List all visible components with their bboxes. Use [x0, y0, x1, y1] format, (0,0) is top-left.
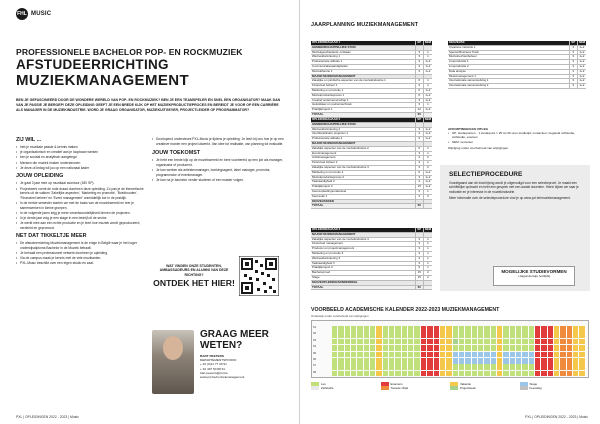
course-sem: SEM	[424, 41, 431, 44]
course-sp: 3	[415, 84, 423, 89]
contact-name: BART PEETERS	[200, 354, 224, 358]
year3-table	[311, 228, 432, 290]
calendar-subtitle: Onderwijs onder voorbehoud van wijzigingen	[311, 314, 369, 318]
abbreviations-note: Wijziging onder voorbehoud van wijzigingen	[448, 145, 509, 150]
list-item: • SEM: semester	[448, 140, 588, 144]
calendar-cell	[579, 326, 585, 332]
course-name: Geluidsleer en podiumtechniek	[311, 103, 415, 108]
contact-web[interactable]: www.pxl.be/muziekmanagement	[200, 375, 245, 380]
course-name: KEUZEVAK	[448, 41, 569, 45]
list-item: • heb je muzikale passie & kennis maken	[16, 145, 146, 150]
course-sp: 3	[415, 103, 423, 108]
course-sem: 1	[423, 261, 432, 266]
course-name: Professionele attitude 2	[311, 137, 415, 142]
abbreviations	[448, 127, 588, 150]
course-name: Keuzevak 1	[311, 194, 415, 199]
list-item: • Je hebt een brede kijk op de muziekwereld en bent voorbereid op een job als manager, organisator of producent.	[152, 158, 287, 167]
intro-text: BEN JE GEFASCINEERD DOOR DE WONDERE WERELD VAN POP- EN ROCKMUZIEK? BEN JE EEN TEAMSPELER EN SNEL EEN ORGANISATOR? MAAK DAN VAN JE PASSIE JE BEROEP! DEZE OPLEIDING GEEFT JE EEN BREDE KIJK OP HET MUZIEKPRODUCTIEPROCES EN BEREIDT JE VOOR OP EEN CARRIÈRE ALS MANAGER IN DE MUZIEKINDUSTRIE. WORD JE GRAAG ORGANISATOR, MUZIEKUITGEVER, PROJECTLEIDER OF PROGRAMMATOR?	[16, 98, 281, 112]
contact-info	[200, 354, 244, 379]
calendar-row-label: S1	[313, 326, 317, 329]
course-name: OPLEIDINGSJAAR 2	[311, 118, 415, 122]
course-sp: 3	[415, 55, 423, 60]
course-sem: 2	[423, 194, 432, 199]
calendar-cell	[579, 364, 585, 370]
contact-role: DEPARTEMENTSHOOFD	[200, 358, 237, 363]
course-sp: 15	[415, 275, 423, 280]
course-sp: 3	[415, 194, 423, 199]
right-column	[152, 137, 287, 183]
legend-item	[450, 386, 520, 390]
list-item: • De afstudeerrichting Muziekmanagement is de enige in België waar je het hoger onderwijsdiploma Bachelor in de Muziek behaalt.	[16, 241, 146, 250]
course-sp: 12	[415, 108, 423, 113]
course-sp: 3	[415, 127, 423, 132]
course-sem	[423, 285, 432, 290]
course-name: Taalvaardigheid 2	[311, 180, 415, 185]
netto-list	[16, 241, 146, 266]
course-name: Producer en projectmanagement	[311, 247, 415, 252]
calendar-row	[332, 364, 586, 370]
list-item: • je organisatorisch en creatief aan je loopbaan werken	[16, 150, 146, 155]
course-sem: 1+2	[423, 127, 432, 132]
course-sp: 3	[569, 84, 577, 89]
course-sem: 1+2	[423, 170, 432, 175]
calendar-row	[332, 371, 586, 377]
course-sp: 3	[415, 132, 423, 137]
jouw-list	[16, 181, 146, 230]
course-sem: 1+2	[577, 45, 586, 50]
calendar-cell	[579, 358, 585, 364]
course-name: Financieel management	[311, 242, 415, 247]
legend-swatch	[381, 386, 389, 390]
course-sem: SEM	[578, 40, 585, 44]
contact-heading: GRAAG MEER WETEN?	[200, 329, 269, 351]
course-sem: 1	[423, 103, 432, 108]
table-row	[311, 112, 432, 117]
course-name: KEUZEVAKKEN	[311, 199, 415, 204]
legend-label: Stage	[529, 382, 538, 386]
course-sp: 3	[415, 64, 423, 69]
video-callout[interactable]	[152, 256, 292, 296]
course-name: KEUZEOPLEIDINGSONDERDEEL	[311, 280, 415, 285]
course-sem: 1+2	[577, 50, 586, 55]
course-sp: 6	[415, 170, 423, 175]
table-row	[448, 84, 586, 89]
course-sp: 3	[415, 161, 423, 166]
course-name: Zakelijke aspecten van de muziekindustrie 4	[311, 237, 415, 242]
course-name: MAJOR MUZIEKMANAGEMENT	[311, 232, 415, 237]
course-sem: 1+2	[423, 175, 432, 180]
page-title-line2: MUZIEKMANAGEMENT	[16, 72, 190, 89]
legend-label: Feestdag	[529, 386, 542, 390]
page-title-line1: AFSTUDEERRICHTING	[16, 57, 169, 72]
course-sem: 1+2	[423, 98, 432, 103]
video-callout-cta[interactable]: ONTDEK HET HIER!	[153, 278, 235, 289]
course-name: Praktijkproject 2	[311, 185, 415, 190]
course-sp: 3	[415, 247, 423, 252]
legend-swatch	[450, 386, 458, 390]
course-sp: 3	[415, 251, 423, 256]
logo-text: MUSIC	[31, 11, 52, 17]
course-sem: 2	[423, 84, 432, 89]
course-name: Zakelijke aspecten van de muziekindustrie 2	[311, 146, 415, 151]
course-sem: 1	[423, 256, 432, 261]
list-item: • Je kan na je bachelor verder studeren of een master volgen.	[152, 178, 287, 183]
list-item: • ben je sociaal en analytisch aangelegd	[16, 155, 146, 160]
calendar-row-label: S2	[313, 332, 317, 336]
course-name: Internationale samenwerking 2	[448, 84, 569, 89]
course-sp: 3	[569, 45, 577, 50]
course-sem: SEM	[424, 228, 431, 231]
qr-code[interactable]	[239, 256, 279, 296]
course-name: Financieel beheer 2	[311, 161, 415, 166]
course-name: Data analyse	[448, 69, 569, 74]
legend-label: Les	[321, 382, 326, 386]
calendar-cell	[579, 332, 585, 338]
course-sp: 3	[569, 60, 577, 65]
calendar-row-label: S5	[313, 351, 317, 355]
course-name: Financieel beheer 1	[311, 84, 415, 89]
course-sp: 3	[569, 74, 577, 79]
course-name: Praktijkproject 3	[311, 266, 415, 271]
course-sp: 6	[415, 79, 423, 84]
legend-label: Tweede zittijd	[390, 386, 409, 390]
course-sem	[423, 204, 432, 209]
course-sp: 60	[415, 204, 423, 209]
toekomst-list	[152, 158, 287, 182]
list-item: • Je deze-of-ledag wil jou op een nationaal kader	[16, 166, 146, 171]
course-name: Liveproductie 1	[448, 60, 569, 65]
course-name: GEMEENSCHAPPELIJKE STAM	[311, 122, 415, 127]
table-row	[311, 285, 432, 290]
course-sem: 1+2	[423, 64, 432, 69]
zijwil-heading: ZIJ WIL ...	[16, 137, 42, 143]
calendar-row	[332, 332, 586, 338]
course-name: Interdisciplinaire projecten 1	[311, 132, 415, 137]
study-forms-item: • dagonderwijs (voltijds)	[517, 274, 551, 279]
legend-item	[520, 386, 590, 390]
list-item: • Je gaat 3 jaar mee op muzikaal avontuur (180 SP).	[16, 181, 146, 186]
video-callout-text: WAT VINDEN ONZE STUDENTEN, AMBASSADEURS EN ALUMNI VAN DEZE RICHTING?	[159, 263, 229, 277]
course-sp: 6	[415, 88, 423, 93]
course-sp: 3	[569, 50, 577, 55]
course-sem: 1+2	[423, 93, 432, 98]
course-name: Internationale samenwerking 1	[448, 79, 569, 84]
course-sem: 1+2	[577, 84, 586, 89]
course-sem: 1	[423, 55, 432, 60]
course-sp: 3	[415, 189, 423, 194]
course-sem: 1+2	[423, 108, 432, 113]
course-sp: 3	[569, 64, 577, 69]
course-name: Communicatievaardigheden	[311, 64, 415, 69]
course-sp: 6	[415, 93, 423, 98]
course-sem: 1+2	[577, 64, 586, 69]
year1-table	[311, 41, 432, 118]
course-name: Taalvaardigheid 3	[311, 261, 415, 266]
course-sp: SP	[415, 41, 423, 45]
course-sp: 3	[415, 60, 423, 65]
course-sp: 3	[415, 151, 423, 156]
list-item: • Je werkt mee aan een echte productie en je leert hoe muziek wordt geproduceerd, verdeeld en gepromoot.	[16, 221, 146, 230]
course-sp: 3	[415, 256, 423, 261]
course-sp: 15	[415, 185, 423, 190]
course-sp: 3	[415, 156, 423, 161]
course-name: Marketing en promotie 3	[311, 251, 415, 256]
calendar-row	[332, 326, 586, 332]
year2-table	[311, 118, 432, 209]
course-name: Marketing en promotie 1	[311, 88, 415, 93]
course-sp: 3	[415, 261, 423, 266]
course-sem: 2	[423, 156, 432, 161]
course-sp: 3	[415, 242, 423, 247]
course-sp: 60	[415, 285, 423, 290]
legend-item	[381, 386, 451, 390]
course-sem: 1+2	[423, 132, 432, 137]
left-column	[16, 137, 146, 267]
list-item: • In de eerste semester starten we met de basis van de muziekwereld en leer je samenwerken in kleine groepen.	[16, 201, 146, 210]
selection-heading: SELECTIEPROCEDURE	[449, 171, 523, 178]
course-sp: 3	[415, 137, 423, 142]
course-sem: 1+2	[423, 60, 432, 65]
calendar-cell	[579, 339, 585, 345]
course-name: Keuzeopleidingsonderdeel	[311, 189, 415, 194]
course-name: Muziekproductieproces 1	[311, 93, 415, 98]
course-sp: 3	[569, 79, 577, 84]
course-sem: 1+2	[577, 74, 586, 79]
legend-swatch	[311, 386, 319, 390]
course-name: OPLEIDINGSJAAR 1	[311, 41, 415, 45]
abbreviations-title: AFKORTINGEN EN UITLEG	[448, 127, 489, 131]
legend-item	[311, 386, 381, 390]
jouw-heading: JOUW OPLEIDING	[16, 173, 64, 180]
calendar-row-label: S7	[313, 364, 317, 368]
course-sp: SP	[415, 228, 423, 232]
course-name: Zakelijke en juridische aspecten van de muziekindustrie 1	[311, 79, 415, 84]
course-sem: 1	[423, 50, 432, 55]
course-sp: 3	[415, 50, 423, 55]
legend-label: Projectweek	[460, 386, 476, 390]
course-sp: SP	[569, 41, 577, 45]
course-name: Professionele attitude 1	[311, 60, 415, 65]
calendar-row	[332, 352, 586, 358]
zijwil-list	[16, 145, 146, 170]
logo-mark: FHL	[16, 8, 28, 20]
course-sp: 3	[415, 165, 423, 170]
course-name: Creatief ondernemerschap 1	[311, 98, 415, 103]
course-name: TOTAAL	[311, 285, 415, 290]
calendar-row	[332, 358, 586, 364]
list-item: • In de volgende jaren krijg je meer verantwoordelijkheid binnen de projecten.	[16, 211, 146, 216]
list-item: • Via de campus maak je kennis met de vele muzikanten.	[16, 256, 146, 261]
logo	[16, 8, 51, 20]
course-name: Bachelorproef	[311, 271, 415, 276]
course-sem	[423, 112, 432, 117]
course-name: OPLEIDINGSJAAR 3	[311, 228, 415, 232]
selection-text-1: Voorafgaand aan de inschrijving wordt je uitgenodigd voor een selectieproef. Je maakt een schriftelijke opdracht en hebt een gesprek met een aantal docenten. Hierin kijken we naar je motivatie en je interesse in de muziekindustrie.	[449, 181, 579, 194]
course-name: Marketing en promotie 2	[311, 170, 415, 175]
legend-swatch	[520, 386, 528, 390]
right-footer: PXL | OPLEIDINGEN 2022 - 2023 | Music	[525, 415, 588, 419]
course-sp: 15	[415, 271, 423, 276]
calendar-row-label: S3	[313, 338, 317, 342]
course-name: Muziekgeschiedenis: ontstaan	[311, 50, 415, 55]
calendar-legend	[311, 382, 589, 390]
table-row	[311, 204, 432, 209]
course-sem: 1+2	[577, 79, 586, 84]
right-page	[300, 0, 600, 424]
course-sp: 3	[415, 175, 423, 180]
course-name: Eventmanagement	[311, 151, 415, 156]
course-sem: 1	[423, 151, 432, 156]
course-name: Muziektheorie 1	[311, 69, 415, 74]
list-item: • SP: studiepunten · 1 studiepunt = 25 tot 30 uren studietijd: contactuur, begeleid zelfstudie, zelfstudie, examen	[448, 131, 588, 139]
qr-code-icon	[239, 256, 279, 296]
list-item: • In je derde jaar volg je een stage in een bedrijf uit de sector.	[16, 216, 146, 221]
legend-label: Examens	[390, 382, 403, 386]
course-name: GEMEENSCHAPPELIJKE STAM	[311, 45, 415, 50]
course-sem: 1	[423, 251, 432, 256]
course-name: Muziekrechtenbeheer	[448, 55, 569, 60]
course-sem: 1	[423, 146, 432, 151]
calendar-grid	[311, 320, 589, 378]
contact-phone-2[interactable]: + 32 497 50 88 61	[200, 366, 226, 371]
contact-photo	[152, 330, 194, 394]
course-name: Artistmanagement	[311, 156, 415, 161]
list-item: • PXL-Music beschikt over een eigen studio en zaal.	[16, 261, 146, 266]
calendar-cell	[579, 371, 585, 377]
course-sem: 1+2	[423, 185, 432, 190]
calendar-row-label: S6	[313, 358, 317, 361]
course-name: Werkveldoriëntering 3	[311, 256, 415, 261]
left-footer: PXL | OPLEIDINGEN 2022 - 2023 | Music	[16, 415, 79, 419]
course-sem: 1	[423, 79, 432, 84]
course-sem: 1	[423, 242, 432, 247]
course-sem: 1+2	[423, 180, 432, 185]
course-name: Creatieve industrie 1	[448, 45, 569, 50]
calendar-row	[332, 345, 586, 351]
course-name: MAJOR MUZIEKMANAGEMENT	[311, 74, 415, 79]
course-name: TOTAAL	[311, 204, 415, 209]
calendar-cell	[579, 352, 585, 358]
course-sp: 9	[415, 266, 423, 271]
course-name: Liveproductie 2	[448, 64, 569, 69]
contact-phone[interactable]: + 32 (0)11 77 00 91	[200, 362, 227, 367]
course-sem: 1	[423, 189, 432, 194]
calendar-row-label: S8	[313, 370, 317, 374]
contact-card	[152, 330, 297, 410]
course-name: MAJOR MUZIEKMANAGEMENT	[311, 141, 415, 146]
calendar-row-label: S4	[313, 345, 317, 349]
course-sem: 2	[423, 165, 432, 170]
course-sem: 1	[423, 161, 432, 166]
course-sem: 1+2	[423, 88, 432, 93]
course-name: TOTAAL	[311, 112, 415, 117]
course-sem: 1+2	[577, 60, 586, 65]
cont-list	[152, 137, 287, 146]
list-item: • Mensen die muziek maken ondersteunen	[16, 161, 146, 166]
course-sem: 1	[423, 237, 432, 242]
contact-email[interactable]: bart.peeters@pxl.be	[200, 370, 228, 375]
course-name: Muziekproductieproces 2	[311, 175, 415, 180]
course-sem: 1+2	[423, 137, 432, 142]
calendar-cell	[579, 345, 585, 351]
course-sem: 1+2	[423, 69, 432, 74]
course-name: Praktijkproject 1	[311, 108, 415, 113]
choice-table	[448, 41, 586, 89]
course-sem: 2	[423, 275, 432, 280]
course-name: Werkveldoriëntering 2	[311, 127, 415, 132]
course-name: Werkveldoriëntering 1	[311, 55, 415, 60]
course-sem: 1	[423, 247, 432, 252]
course-sp: 3	[415, 180, 423, 185]
study-forms-box	[493, 266, 575, 286]
list-item: • Projectwerk vormt de rode draad doorheen deze opleiding. Zo pas je de theoretische kennis uit de vakken 'Zakelijke aspecten', 'Marketing en promotie', 'Boekhouden', 'Financieel beheer' en 'Event management' onmiddellijk toe in de praktijk.	[16, 187, 146, 201]
course-sp: 3	[415, 98, 423, 103]
course-sp: 6	[415, 146, 423, 151]
course-name: Special Business Track	[448, 50, 569, 55]
calendar-title: VOORBEELD ACADEMISCHE KALENDER 2022-2023 MUZIEKMANAGEMENT	[311, 307, 500, 313]
course-sem: 2	[423, 271, 432, 276]
planning-title: JAARPLANNING MUZIEKMANAGEMENT	[311, 22, 419, 28]
course-sem: SEM	[424, 118, 431, 121]
course-sem: 1+2	[577, 55, 586, 60]
page-subtitle: PROFESSIONELE BACHELOR POP- EN ROCKMUZIEK	[16, 47, 243, 57]
list-item: • Doorlopend ondersteunt PXL-Music je tijdens je opleiding. Je leert bij ons hoe je op een creatieve manier een project uitwerkt. Van idee tot realisatie, van planning tot evaluatie.	[152, 137, 287, 146]
legend-label: Vakantie	[460, 382, 472, 386]
course-name: Stage	[311, 275, 415, 280]
course-name: Musicmanagement 1	[448, 74, 569, 79]
netto-heading: NET DAT TIKKELTJE MEER	[16, 233, 87, 240]
course-sp: 60	[415, 112, 423, 117]
list-item: • Je kan werken als artiestenmanager, boekingsagent, label manager, promotor, programmator of eventmanager.	[152, 168, 287, 177]
course-sp: 3	[415, 69, 423, 74]
course-sem: 1+2	[577, 69, 586, 74]
toekomst-heading: JOUW TOEKOMST	[152, 150, 201, 157]
list-item: • Je behaalt een professioneel netwerk doorheen je opleiding.	[16, 251, 146, 256]
calendar-row	[332, 339, 586, 345]
study-forms-title: MOGELIJKE STUDIEVORMEN	[501, 269, 567, 274]
legend-label: Zelfstudie	[321, 386, 334, 390]
course-name: Zakelijke aspecten van de muziekindustrie 3	[311, 165, 415, 170]
course-sp: SP	[415, 118, 423, 122]
course-sem: 1	[423, 266, 432, 271]
course-sp: 3	[569, 55, 577, 60]
course-sp: 3	[569, 69, 577, 74]
selection-text-2: Meer informatie over de selectieprocedure vind je op www.pxl.be/muziekmanagement.	[449, 196, 571, 201]
course-sp: 3	[415, 237, 423, 242]
